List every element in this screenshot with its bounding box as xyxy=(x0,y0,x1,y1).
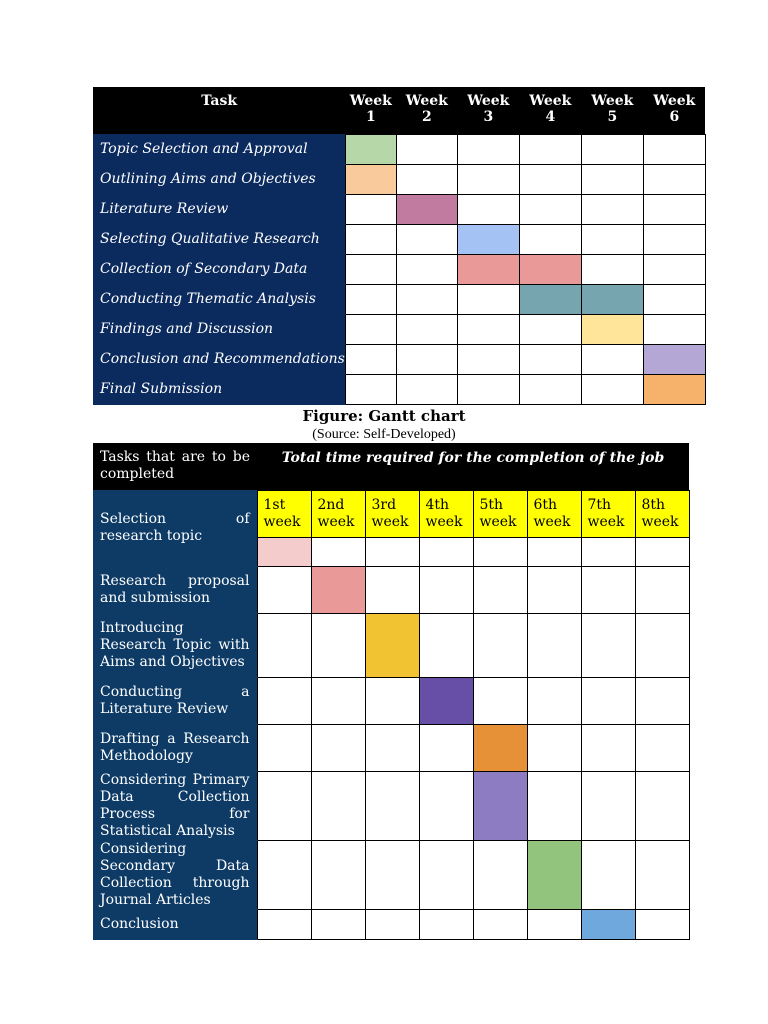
gantt-cell xyxy=(635,909,689,939)
task-row xyxy=(93,566,689,613)
gantt-cell xyxy=(581,374,643,404)
task-row xyxy=(93,613,689,677)
task-name: Research proposal and submission xyxy=(93,566,257,613)
gantt-cell xyxy=(473,909,527,939)
task-row xyxy=(93,771,689,840)
gantt-cell xyxy=(257,566,311,613)
gantt-cell xyxy=(419,840,473,909)
gantt-cell xyxy=(635,537,689,566)
gantt-bar xyxy=(365,613,419,677)
gantt-cell xyxy=(527,613,581,677)
gantt-cell xyxy=(365,909,419,939)
week-header: 7th week xyxy=(581,490,635,537)
gantt-cell xyxy=(581,134,643,164)
gantt-cell xyxy=(527,677,581,724)
gantt-cell xyxy=(527,909,581,939)
gantt-cell xyxy=(643,164,705,194)
gantt-cell xyxy=(581,724,635,771)
gantt-bar xyxy=(311,566,365,613)
gantt-bar xyxy=(643,344,705,374)
figure-caption: Figure: Gantt chart xyxy=(302,407,466,425)
gantt-cell xyxy=(345,224,396,254)
gantt-cell xyxy=(257,613,311,677)
gantt-cell xyxy=(643,134,705,164)
task-name: Considering Secondary Data Collection through Journal Articles xyxy=(93,840,257,909)
week-header: Week 2 xyxy=(396,87,457,134)
week-header: 8th week xyxy=(635,490,689,537)
task-name: Final Submission xyxy=(93,374,345,404)
task-row xyxy=(93,344,705,374)
gantt-cell xyxy=(519,134,581,164)
gantt-cell xyxy=(457,314,519,344)
task-row xyxy=(93,374,705,404)
gantt-cell xyxy=(581,677,635,724)
gantt-bar xyxy=(581,284,643,314)
gantt-cell xyxy=(643,224,705,254)
gantt-cell xyxy=(581,566,635,613)
gantt-cell xyxy=(581,840,635,909)
gantt-bar xyxy=(257,537,311,566)
gantt-cell xyxy=(396,224,457,254)
gantt-cell xyxy=(396,254,457,284)
gantt-cell xyxy=(345,374,396,404)
gantt-cell xyxy=(345,194,396,224)
gantt-cell xyxy=(396,164,457,194)
gantt-bar xyxy=(345,134,396,164)
gantt-bar xyxy=(345,164,396,194)
task-row xyxy=(93,164,705,194)
gantt-cell xyxy=(473,613,527,677)
gantt-cell xyxy=(419,613,473,677)
task-row xyxy=(93,224,705,254)
task-name: Selection of research topic xyxy=(93,490,257,566)
gantt-cell xyxy=(457,374,519,404)
gantt-cell xyxy=(457,194,519,224)
gantt-bar xyxy=(527,840,581,909)
gantt-cell xyxy=(635,613,689,677)
gantt-cell xyxy=(473,840,527,909)
gantt-cell xyxy=(311,677,365,724)
task-name: Conducting Thematic Analysis xyxy=(93,284,345,314)
gantt-cell xyxy=(519,314,581,344)
gantt-bar xyxy=(643,374,705,404)
gantt-cell xyxy=(643,284,705,314)
gantt-chart-table-2 xyxy=(93,443,690,940)
gantt-cell xyxy=(643,194,705,224)
gantt-cell xyxy=(396,284,457,314)
gantt-cell xyxy=(643,314,705,344)
gantt-cell xyxy=(457,284,519,314)
gantt-cell xyxy=(473,566,527,613)
week-header: 3rd week xyxy=(365,490,419,537)
gantt-cell xyxy=(365,724,419,771)
gantt-bar xyxy=(581,909,635,939)
gantt-cell xyxy=(643,254,705,284)
gantt-cell xyxy=(396,314,457,344)
gantt-bar xyxy=(457,224,519,254)
task-row xyxy=(93,677,689,724)
task-name: Considering Primary Data Collection Process for Statistical Analysis xyxy=(93,771,257,840)
task-row xyxy=(93,724,689,771)
task-column-header: Task xyxy=(93,87,345,134)
task-name: Conclusion xyxy=(93,909,257,939)
week-header: 4th week xyxy=(419,490,473,537)
task-row xyxy=(93,284,705,314)
week-header: Week 3 xyxy=(457,87,519,134)
gantt-cell xyxy=(257,724,311,771)
gantt-cell xyxy=(519,374,581,404)
gantt-bar xyxy=(396,194,457,224)
gantt-bar xyxy=(581,314,643,344)
figure-source: (Source: Self-Developed) xyxy=(312,427,456,442)
gantt-cell xyxy=(311,537,365,566)
gantt-cell xyxy=(635,724,689,771)
gantt-cell xyxy=(519,224,581,254)
task-name: Conclusion and Recommendations xyxy=(93,344,345,374)
task-name: Collection of Secondary Data xyxy=(93,254,345,284)
gantt-bar xyxy=(419,677,473,724)
gantt-cell xyxy=(345,284,396,314)
gantt-cell xyxy=(419,724,473,771)
gantt-bar xyxy=(457,254,519,284)
gantt-cell xyxy=(519,344,581,374)
gantt-cell xyxy=(473,537,527,566)
gantt-cell xyxy=(257,677,311,724)
gantt-cell xyxy=(311,771,365,840)
week-header: 5th week xyxy=(473,490,527,537)
gantt-cell xyxy=(419,909,473,939)
task-row xyxy=(93,254,705,284)
week-header: 2nd week xyxy=(311,490,365,537)
gantt-cell xyxy=(365,677,419,724)
gantt-cell xyxy=(419,537,473,566)
gantt-cell xyxy=(457,134,519,164)
gantt-cell xyxy=(311,840,365,909)
gantt-cell xyxy=(635,771,689,840)
task-row xyxy=(93,134,705,164)
week-header-row xyxy=(93,490,689,537)
task-name: Selecting Qualitative Research xyxy=(93,224,345,254)
gantt-cell xyxy=(635,677,689,724)
gantt-cell xyxy=(311,613,365,677)
gantt-cell xyxy=(419,771,473,840)
gantt-cell xyxy=(419,566,473,613)
task-name: Introducing Research Topic with Aims and Objectives xyxy=(93,613,257,677)
task-row xyxy=(93,314,705,344)
gantt-cell xyxy=(581,224,643,254)
gantt-cell xyxy=(527,771,581,840)
gantt-cell xyxy=(635,566,689,613)
gantt-cell xyxy=(527,724,581,771)
gantt-cell xyxy=(527,566,581,613)
gantt-cell xyxy=(311,724,365,771)
gantt-cell xyxy=(257,771,311,840)
task-name: Conducting a Literature Review xyxy=(93,677,257,724)
task-name: Findings and Discussion xyxy=(93,314,345,344)
gantt-cell xyxy=(581,254,643,284)
gantt-cell xyxy=(365,840,419,909)
gantt-cell xyxy=(365,771,419,840)
gantt-cell xyxy=(581,771,635,840)
gantt-cell xyxy=(473,677,527,724)
task-name: Topic Selection and Approval xyxy=(93,134,345,164)
total-time-header: Total time required for the completion of the job xyxy=(257,443,689,490)
task-name: Outlining Aims and Objectives xyxy=(93,164,345,194)
gantt-cell xyxy=(365,537,419,566)
gantt-cell xyxy=(581,194,643,224)
week-header: 1st week xyxy=(257,490,311,537)
gantt-cell xyxy=(345,314,396,344)
gantt-cell xyxy=(581,164,643,194)
tasks-column-header: Tasks that are to be completed xyxy=(93,443,257,490)
gantt-cell xyxy=(257,840,311,909)
week-header: 6th week xyxy=(527,490,581,537)
week-header: Week 6 xyxy=(643,87,705,134)
task-name: Literature Review xyxy=(93,194,345,224)
gantt-cell xyxy=(396,344,457,374)
gantt-cell xyxy=(581,613,635,677)
gantt-chart-table-1 xyxy=(93,87,706,405)
gantt-cell xyxy=(457,164,519,194)
gantt-cell xyxy=(581,537,635,566)
gantt-cell xyxy=(635,840,689,909)
gantt-cell xyxy=(396,374,457,404)
gantt-cell xyxy=(519,164,581,194)
gantt-cell xyxy=(257,909,311,939)
task-row xyxy=(93,194,705,224)
gantt-bar xyxy=(519,284,581,314)
gantt-cell xyxy=(519,194,581,224)
task-row xyxy=(93,840,689,909)
gantt-cell xyxy=(527,537,581,566)
week-header: Week 1 xyxy=(345,87,396,134)
week-header: Week 4 xyxy=(519,87,581,134)
task-row xyxy=(93,909,689,939)
gantt-cell xyxy=(396,134,457,164)
gantt-cell xyxy=(457,344,519,374)
gantt-bar xyxy=(473,724,527,771)
task-name: Drafting a Research Methodology xyxy=(93,724,257,771)
gantt-cell xyxy=(311,909,365,939)
gantt-bar xyxy=(473,771,527,840)
gantt-cell xyxy=(365,566,419,613)
gantt-bar xyxy=(519,254,581,284)
week-header: Week 5 xyxy=(581,87,643,134)
gantt-cell xyxy=(345,254,396,284)
gantt-cell xyxy=(345,344,396,374)
gantt-cell xyxy=(581,344,643,374)
